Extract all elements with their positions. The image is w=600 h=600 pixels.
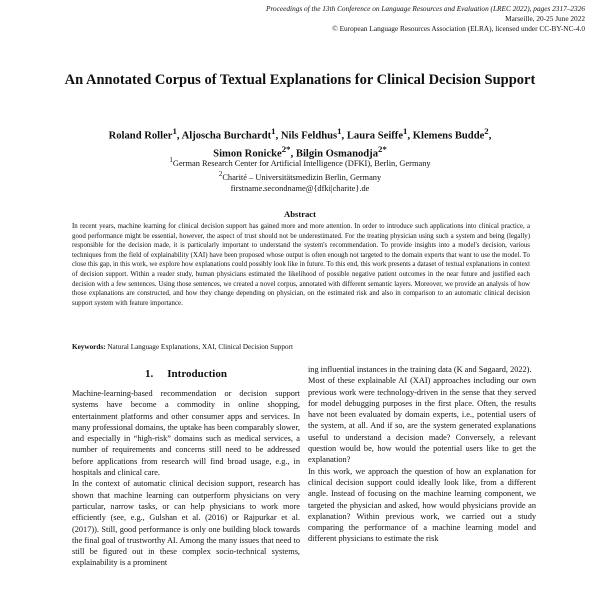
author-email: firstname.secondname@{dfki|charite}.de — [230, 184, 370, 193]
proceedings-line: Proceedings of the 13th Conference on Language Resources and Evaluation (LREC 2022), pages 2317–2326 — [266, 4, 585, 13]
abstract-text: In recent years, machine learning for clinical decision support has gained more and more attention. In order to introduce such applications into clinical practice, a good performance might be essential, however, the aspect of trust should not be underestimated. For the treating physician using such a system and being (legally) responsible for the decision made, it is particularly important to understand the system's recommendation. To provide insights into a model's decision, various techniques from the field of explainability (XAI) have been proposed whose output is often enough not targeted to the domain experts that want to use the model. To close this gap, in this work, we explore how explanations could possibly look like in future. To this end, this work presents a dataset of textual explanations in context of decision support. Within a reader study, human physicians estimated the likelihood of possible negative patient outcomes in the near future and justified each decision with a few sentences. Using those sentences, we created a novel corpus, annotated with different semantic layers. Moreover, we provide an analysis of how those explanations are constructed, and how they change depending on physician, on the estimated risk and also in comparison to an automatic clinical decision support system with feature importance. — [72, 223, 530, 307]
author-mark: 1 — [337, 126, 342, 136]
right-column — [308, 364, 536, 545]
paragraph: In the context of automatic clinical decision support, research has shown that machine learning can outperform physicians on very particular, narrow tasks, or can help physicians to work more efficiently (see, e.g., Gulshan et al. (2016) or Rajpurkar et al. (2017)). Still, good performance is only one building block towards the final goal of trustworthy AI. Among the many issues that need to still be figured out in these complex socio-technical systems, explainability is a prominent — [72, 479, 300, 568]
author-mark: 2 — [484, 126, 489, 136]
keywords-text: Natural Language Explanations, XAI, Clinical Decision Support — [107, 343, 293, 351]
author-name: Klemens Budde — [412, 130, 485, 142]
keywords — [72, 342, 530, 352]
paragraph: Most of these explainable AI (XAI) approaches including our own previous work were technology-driven in the sense that they served for model debugging purposes in the first place. Often, the results have not been evaluated by domain experts, i.e., potential users of the system, at all. And if so, are the system generated explanations useful to understand a decision made? Conversely, a relevant question would be, how would the potential users like to get the explanation? — [308, 376, 536, 465]
author-name: Bilgin Osmanodja — [295, 148, 378, 160]
author-name: Aljoscha Burchardt — [181, 130, 272, 142]
author-mark: 2* — [378, 143, 387, 154]
section-heading — [72, 368, 300, 381]
author-name: Simon Ronicke — [213, 148, 282, 160]
paragraph: In this work, we approach the question of how an explanation for clinical decision support could ideally look like, from a different angle. Instead of focusing on the machine learning component, we targeted the physician and asked, how would physicians provide an explanation? Within previous work, we carried out a study comparing the performance of a machine learning model and different physicians to estimate the risk — [308, 466, 536, 544]
author-mark: 1 — [271, 126, 276, 136]
left-column — [72, 364, 300, 569]
keywords-label: Keywords: — [72, 343, 106, 351]
paragraph: Machine-learning-based recommendation or decision support systems have become a commodity in online shopping, entertainment platforms and other consumer apps and services. In many professional domains, the uptake has been comparably slower, and especially in “high-risk” domains such as medical services, a number of requirements and concerns still need to be addressed before applications from research will find broad usage, e.g., in hospitals and clinical care. — [72, 389, 300, 478]
section-title: Introduction — [167, 368, 227, 380]
abstract-heading: Abstract — [284, 209, 316, 219]
location-line: Marseille, 20-25 June 2022 — [505, 14, 585, 23]
paragraph: ing influential instances in the training data (K and Søgaard, 2022). — [308, 365, 532, 374]
author-mark: 2* — [281, 143, 291, 154]
author-name: Laura Seiffe — [346, 130, 404, 142]
affiliation-2: $^2$Charité – Universitätsmedizin Berlin, Germany — [218, 170, 382, 182]
paper-title: An Annotated Corpus of Textual Explanations for Clinical Decision Support — [64, 72, 536, 88]
author-name: Nils Feldhus — [280, 130, 338, 142]
affiliation-1: $^1$German Research Center for Artificial Intelligence (DFKI), Berlin, Germany — [169, 156, 431, 168]
author-mark: 1 — [172, 126, 177, 136]
affiliations — [60, 155, 540, 194]
proceedings-header — [165, 4, 585, 34]
author-name: Roland Roller — [108, 130, 173, 142]
author-mark: 1 — [403, 126, 408, 136]
copyright-line: © European Language Resources Association (ELRA), licensed under CC-BY-NC-4.0 — [332, 24, 585, 33]
section-number: 1. — [145, 368, 154, 380]
author-list: Roland Roller$^1$, Aljoscha Burchardt$^1$, Nils Feldhus$^1$, Laura Seiffe$^1$, Klemens Budde$^2$, Simon Ronicke$^{2*}$, Bilgin Osmanodja$^{2*}$ — [108, 126, 492, 160]
